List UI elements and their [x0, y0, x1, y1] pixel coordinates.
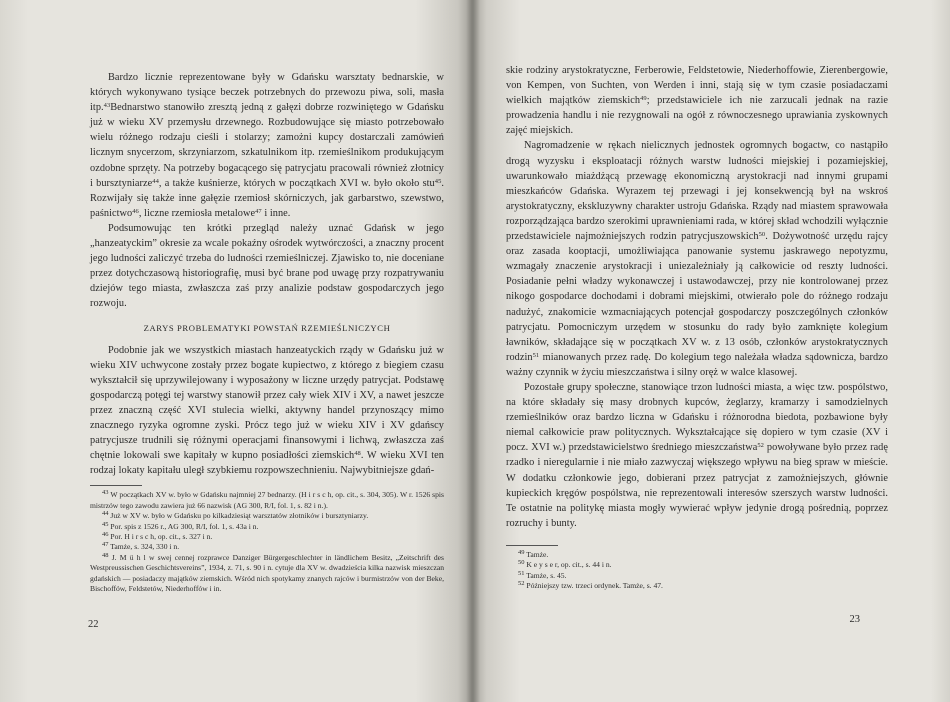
footnote-46: $^{46}$ Por. H i r s c h, op. cit., s. 327 i n. — [102, 530, 213, 541]
section-heading: ZARYS PROBLEMATYKI POWSTAŃ RZEMIEŚLNICZYCH — [143, 322, 391, 333]
right-page — [472, 0, 950, 702]
footnote-49: $^{49}$ Tamże. — [518, 548, 549, 559]
footnote-rule — [506, 545, 558, 546]
footnote-ref-50: 50 — [758, 231, 766, 239]
footnote-rule — [90, 485, 142, 486]
footnote-43: $^{43}$ W początkach XV w. było w Gdańsku najmniej 27 bednarzy. (H i r s c h, op. cit., s. 304, 305). W r. 1526 spis mistrzów tego zawodu zawiera już 66 nazwisk (AG 300, R/I, fol. 1, s. 82 i n.). — [90, 489, 445, 510]
footnote-47: $^{47}$ Tamże, s. 324, 330 i n. — [102, 541, 180, 552]
footnote-51: $^{51}$ Tamże, s. 45. — [518, 569, 567, 580]
footnote-45: $^{45}$ Por. spis z 1526 r., AG 300, R/I, fol. 1, s. 43a i n. — [102, 520, 259, 531]
footnote-ref-46: 46 — [132, 207, 139, 215]
footnote-ref-51: 51 — [532, 351, 540, 359]
page-number-left: 22 — [88, 619, 99, 630]
right-paragraph-1: skie rodziny arystokratyczne, Ferberowie, Feldstetowie, Niederhoffowie, Zierenbergowie, von Kempen, von Suchten, von Werden i inni, stają się w tym czasie posiadaczami wielkich majątków ziemskich$^{49}$; przedstawiciele ich nie zarzucali jednak na razie prowadzenia handlu i nie rezygnowali na ogół z równoczesnego uprawiania zyskownych zajęć miejskich. — [506, 65, 888, 137]
left-body-text — [90, 70, 444, 478]
left-footnotes — [90, 490, 444, 594]
page-number-right: 23 — [849, 614, 860, 625]
footnote-52: $^{52}$ Późniejszy tzw. trzeci ordynek. Tamże, s. 47. — [518, 580, 663, 591]
footnote-48: $^{48}$ J. M ü h l w swej cennej rozprawce Danziger Bürgergeschlechter in ländlichem Besitz, „Zeitschrift des Westpreussischen Geschichtsvereins”, 1934, z. 71, s. 90 i n. cytuje dla XV w. dwadzieścia kilka nazwisk mieszczan gdańskich — posiadaczy majątków ziemskich. Wśród nich spotykamy znanych rajców i burmistrzów von der Beke, Bischoffów, Feldstetów, Niederhoffów i in. — [90, 551, 444, 593]
footnote-ref-44: 44 — [152, 177, 159, 185]
footnote-ref-48: 48 — [354, 450, 361, 458]
footnote-ref-43: 43 — [103, 102, 111, 110]
footnote-ref-52: 52 — [757, 442, 764, 450]
footnote-44: $^{44}$ Już w XV w. było w Gdańsku po kilkadziesiąt warsztatów złotników i bursztyniarzy. — [102, 510, 369, 521]
right-footnotes — [506, 550, 888, 592]
left-paragraph-1: Bardzo licznie reprezentowane były w Gdańsku warsztaty bednarskie, w których wykonywano tysiące beczek potrzebnych do przewozu piwa, soli, masła itp.$^{43}$Bednarstwo stanowiło zresztą jedną z gałęzi dobrze rozwiniętego w Gdańsku już w wieku XV przemysłu drzewnego. Rozbudowujące się miasto potrzebowało wielu różnego rodzaju cieśli i stolarzy; zamożni kupcy dostarczali zamówień licznym snycerzom, skrzyniarzom, szkatulnikom itp. rzemieślnikom produkującym ozdobne sprzęty. Na potrzeby bogacącego się patrycjatu pracowali również złotnicy i bursztyniarze$^{44}$, a także kuśnierze, których w początkach XVI w. było około stu$^{45}$. Rozwijały się także inne gałęzie rzemiosł skórniczych, jak garbarstwo, szewstwo, paśnictwo$^{46}$, liczne rzemiosła metalowe$^{47}$ i inne. — [90, 72, 444, 219]
right-paragraph-2: Nagromadzenie w rękach nielicznych jednostek ogromnych bogactw, co nastąpiło drogą wyzysku i eksploatacji różnych warstw ludności miejskiej i pozamiejskiej, uwarunkowało miażdżącą przewagę ekonomiczną arystokracji nad innymi grupami mieszkańców Gdańska. Wyrazem tej przewagi i jej konsekwencją był na wskroś arystokratyczny, ekskluzywny charakter ustroju Gdańska. Rządy nad miastem sprawowała rozporządzająca bardzo szerokimi uprawnieniami rada, w której skład wchodzili wyłącznie przedstawiciele najmożniejszych rodzin patrycjuszowskich$^{50}$. Dożywotność urzędu rajcy oraz zasada kooptacji, umożliwiająca panowanie systemu jaskrawego nepotyzmu, wzmagały znaczenie arystokracji i uniezależniały ją całkowicie od reszty ludności. Posiadanie pełni władzy wykonawczej i ustawodawczej, przy nie kontrolowanej przez nikogo gospodarce dochodami i dobrami miejskimi, otwierało pole do różnego rodzaju nadużyć, znakomicie wzmacniających potencjał gospodarczy poszczególnych członków patrycjatu. Pomocniczym urzędem w stosunku do rady było zamknięte kolegium ławników, składające się w początkach XV w. z 13 osób, członków arystokratycznych rodzin$^{51}$ mianowanych przez radę. Do kolegium tego należała władza sądownicza, bardzo ważny czynnik w życiu mieszczaństwa i silny oręż w walce klasowej. — [506, 140, 888, 378]
right-paragraph-3: Pozostałe grupy społeczne, stanowiące trzon ludności miasta, a więc tzw. pospólstwo, na które składały się masy drobnych kupców, żeglarzy, kramarzy i samodzielnych rzemieślników oraz bardzo liczna w Gdańsku i różnorodna biedota, pozbawione były niemal całkowicie praw politycznych. Wykształcające się dopiero w tym czasie (XV i pocz. XVI w.) przedstawicielstwo średniego mieszczaństwa$^{52}$ powoływane było przez radę rzadko i nieregularnie i nie miało zazwyczaj większego wpływu na bieg spraw w mieście. W dodatku członkowie jego, dobierani przez patrycjat z zamożniejszych, głównie kupieckich kręgów pospólstwa, nie reprezentowali interesów szerszych warstw ludności. Te ostatnie na politykę miasta mogły wywierać wpływ jedynie drogą pośrednią, poprzez rozruchy i bunty. — [506, 381, 889, 529]
footnote-ref-49: 49 — [640, 95, 647, 103]
left-paragraph-3: Podobnie jak we wszystkich miastach hanzeatyckich rządy w Gdańsku już w wieku XIV uchwycone zostały przez bogate kupiectwo, z którego z biegiem czasu wykształcił się uprzywilejowany i wyposażony w liczne urzędy patrycjat. Podstawę gospodarczą potęgi tej warstwy stanowił przez cały wiek XIV i XV, a nawet jeszcze przez znaczną część XVI stulecia wielki, aktywny handel przynoszący mimo znacznego ryzyka ogromne zyski. Prócz tego już w wieku XIV i XV gdańscy patrycjusze trudnili się różnymi operacjami finansowymi i lichwą, zwłaszcza zaś chętnie lokowali swe kapitały w kupno posiadłości ziemskich$^{48}$. W wieku XVI ten rodzaj lokaty kapitału uległ szybkiemu rozpowszechnieniu. Najwybitniejsze gdań- — [90, 344, 444, 477]
left-page — [0, 0, 472, 702]
right-body-text — [506, 63, 888, 531]
footnote-ref-47: 47 — [255, 207, 262, 215]
footnote-ref-45: 45 — [434, 177, 442, 185]
footnote-50: $^{50}$ K e y s e r, op. cit., s. 44 i n. — [518, 559, 612, 570]
left-paragraph-2: Podsumowując ten krótki przegląd należy uznać Gdańsk w jego „hanzeatyckim” okresie za wcale pokaźny ośrodek wytwórczości, a znaczny procent jego ludności zaliczyć trzeba do ludności rzemieślniczej. Zjawisko to, nie doceniane przez dotychczasową historiografię, musi być brane pod uwagę przy rozpatrywaniu dziejów tego miasta, zwłaszcza zaś przy analizie podstaw gospodarczych jego rozwoju. — [90, 222, 444, 310]
